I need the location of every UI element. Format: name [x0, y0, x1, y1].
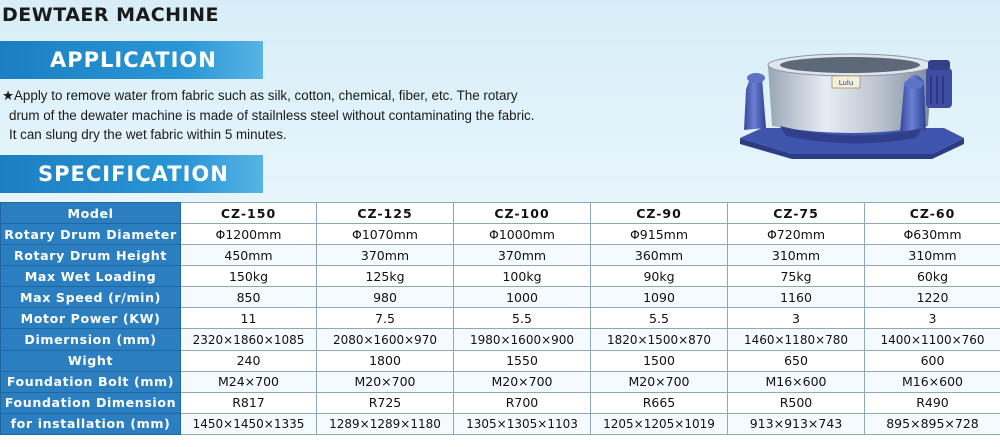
spec-value-cell: 11 — [181, 308, 317, 329]
spec-value-cell: 1000 — [454, 287, 591, 308]
spec-value-cell: Φ1000mm — [454, 224, 591, 245]
spec-value-cell: 895×895×728 — [865, 413, 1000, 434]
spec-value-cell: R500 — [728, 392, 865, 413]
spec-value-cell: M16×600 — [728, 371, 865, 392]
spec-value-cell: 60kg — [865, 266, 1000, 287]
row-label: Max Speed (r/min) — [1, 287, 181, 308]
page-title: DEWTAER MACHINE — [2, 4, 220, 26]
row-label: Rotary Drum Diameter — [1, 224, 181, 245]
spec-value-cell: Φ915mm — [591, 224, 728, 245]
row-label: Motor Power (KW) — [1, 308, 181, 329]
spec-value-cell: 1550 — [454, 350, 591, 371]
spec-value-cell: 370mm — [454, 245, 591, 266]
dewater-machine-image — [732, 38, 982, 160]
table-row — [1, 308, 1000, 329]
spec-value-cell: R700 — [454, 392, 591, 413]
application-heading: APPLICATION — [0, 41, 263, 79]
spec-value-cell: 1205×1205×1019 — [591, 413, 728, 434]
spec-value-cell: 1820×1500×870 — [591, 329, 728, 350]
spec-value-cell: 1305×1305×1103 — [454, 413, 591, 434]
row-label: Foundation Dimension — [1, 392, 181, 413]
spec-value-cell: 90kg — [591, 266, 728, 287]
row-label: Rotary Drum Height — [1, 245, 181, 266]
table-row — [1, 266, 1000, 287]
spec-value-cell: 310mm — [728, 245, 865, 266]
model-name-cell: CZ-90 — [591, 203, 728, 224]
table-row — [1, 245, 1000, 266]
row-label: Foundation Bolt (mm) — [1, 371, 181, 392]
spec-value-cell: Φ1070mm — [317, 224, 454, 245]
spec-value-cell: 370mm — [317, 245, 454, 266]
row-label: Dimernsion (mm) — [1, 329, 181, 350]
spec-value-cell: 1500 — [591, 350, 728, 371]
spec-value-cell: 150kg — [181, 266, 317, 287]
spec-value-cell: 850 — [181, 287, 317, 308]
spec-value-cell: 1160 — [728, 287, 865, 308]
table-row — [1, 287, 1000, 308]
spec-value-cell: 600 — [865, 350, 1000, 371]
spec-value-cell: M20×700 — [317, 371, 454, 392]
table-row — [1, 392, 1000, 413]
spec-value-cell: Φ1200mm — [181, 224, 317, 245]
spec-value-cell: M24×700 — [181, 371, 317, 392]
spec-value-cell: R725 — [317, 392, 454, 413]
model-name-cell: CZ-125 — [317, 203, 454, 224]
spec-value-cell: 75kg — [728, 266, 865, 287]
spec-value-cell: R490 — [865, 392, 1000, 413]
spec-value-cell: 360mm — [591, 245, 728, 266]
application-line: ★Apply to remove water from fabric such as silk, cotton, chemical, fiber, etc. The rotary — [2, 88, 518, 103]
spec-value-cell: 1289×1289×1180 — [317, 413, 454, 434]
machine-badge-text: Lulu — [838, 79, 854, 87]
spec-value-cell: 2320×1860×1085 — [181, 329, 317, 350]
table-row — [1, 224, 1000, 245]
spec-value-cell: 1460×1180×780 — [728, 329, 865, 350]
spec-value-cell: Φ720mm — [728, 224, 865, 245]
spec-value-cell: 7.5 — [317, 308, 454, 329]
spec-value-cell: 2080×1600×970 — [317, 329, 454, 350]
spec-value-cell: 3 — [865, 308, 1000, 329]
spec-value-cell: 1800 — [317, 350, 454, 371]
row-label: for installation (mm) — [1, 413, 181, 434]
table-row — [1, 413, 1000, 434]
spec-value-cell: 913×913×743 — [728, 413, 865, 434]
spec-value-cell: 980 — [317, 287, 454, 308]
spec-value-cell: 650 — [728, 350, 865, 371]
spec-value-cell: 5.5 — [591, 308, 728, 329]
table-row — [1, 329, 1000, 350]
spec-value-cell: M20×700 — [454, 371, 591, 392]
spec-value-cell: 450mm — [181, 245, 317, 266]
model-name-cell: CZ-75 — [728, 203, 865, 224]
table-header-row — [1, 203, 1000, 224]
spec-value-cell: 100kg — [454, 266, 591, 287]
model-name-cell: CZ-60 — [865, 203, 1000, 224]
application-line: It can slung dry the wet fabric within 5 minutes. — [9, 127, 287, 142]
spec-value-cell: 3 — [728, 308, 865, 329]
spec-value-cell: M20×700 — [591, 371, 728, 392]
table-row — [1, 350, 1000, 371]
spec-value-cell: 125kg — [317, 266, 454, 287]
model-name-cell: CZ-100 — [454, 203, 591, 224]
table-row — [1, 371, 1000, 392]
row-label: Max Wet Loading — [1, 266, 181, 287]
application-line: drum of the dewater machine is made of stailnless steel without contaminating the fabric. — [9, 107, 535, 123]
spec-value-cell: 310mm — [865, 245, 1000, 266]
spec-value-cell: 5.5 — [454, 308, 591, 329]
row-label: Model — [1, 203, 181, 224]
application-text — [2, 86, 602, 145]
spec-value-cell: Φ630mm — [865, 224, 1000, 245]
model-name-cell: CZ-150 — [181, 203, 317, 224]
spec-value-cell: 240 — [181, 350, 317, 371]
spec-value-cell: M16×600 — [865, 371, 1000, 392]
spec-value-cell: 1980×1600×900 — [454, 329, 591, 350]
spec-value-cell: 1450×1450×1335 — [181, 413, 317, 434]
spec-value-cell: R665 — [591, 392, 728, 413]
spec-value-cell: 1400×1100×760 — [865, 329, 1000, 350]
row-label: Wight — [1, 350, 181, 371]
specification-table — [0, 202, 1000, 435]
spec-value-cell: 1090 — [591, 287, 728, 308]
spec-value-cell: R817 — [181, 392, 317, 413]
spec-value-cell: 1220 — [865, 287, 1000, 308]
specification-heading: SPECIFICATION — [0, 155, 263, 193]
